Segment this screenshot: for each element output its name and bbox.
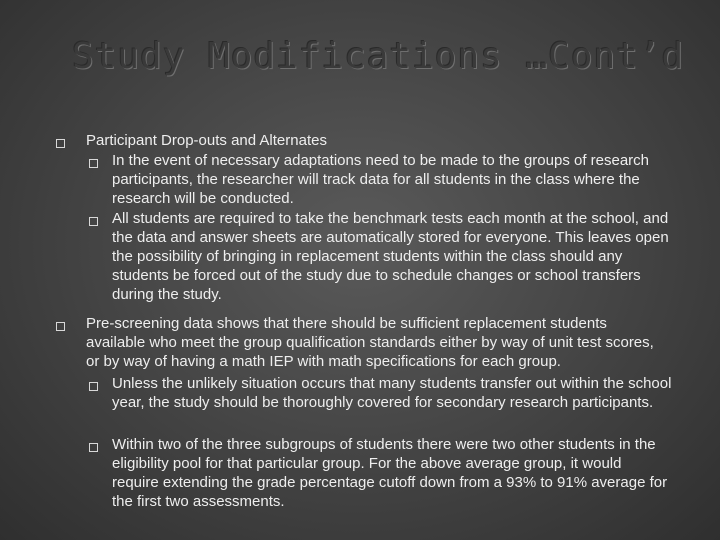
- bullet-2-sub-1-text: Unless the unlikely situation occurs that many students transfer out within the school year, the study should be thoroughly covered for secondary research participants.: [112, 375, 672, 411]
- bullet-1-sub-1-text: In the event of necessary adaptations need to be made to the groups of research participants, the researcher will track data for all students in the class where the research will be conducted.: [112, 152, 650, 207]
- sub-bullet-square-icon: [89, 159, 98, 168]
- bullet-1-text: Participant Drop-outs and Alternates: [86, 132, 327, 149]
- bullet-square-icon: [56, 139, 65, 148]
- bullet-square-icon: [56, 322, 65, 331]
- sub-bullet-square-icon: [89, 443, 98, 452]
- bullet-1-sub-2-text: All students are required to take the benchmark tests each month at the school, and the data and answer sheets are automatically stored for everyone. This leaves open the possibility of bringing in replacement students within the class should any students be forced out of the study due to schedule changes or school transfers during the study.: [112, 210, 669, 303]
- bullet-2-sub-2-text: Within two of the three subgroups of students there were two other students in the eligibility pool for that particular group. For the above average group, it would require extending the grade percentage cutoff down from a 93% to 91% average for the first two assessments.: [112, 436, 668, 510]
- sub-bullet-square-icon: [89, 382, 98, 391]
- sub-bullet-square-icon: [89, 217, 98, 226]
- slide-title: Study Modifications …Cont’d: [72, 36, 685, 77]
- bullet-2-text: Pre-screening data shows that there should be sufficient replacement students available who meet the group qualification standards either by way of unit test scores, or by way of having a math IEP with math specifications for each group.: [86, 315, 654, 370]
